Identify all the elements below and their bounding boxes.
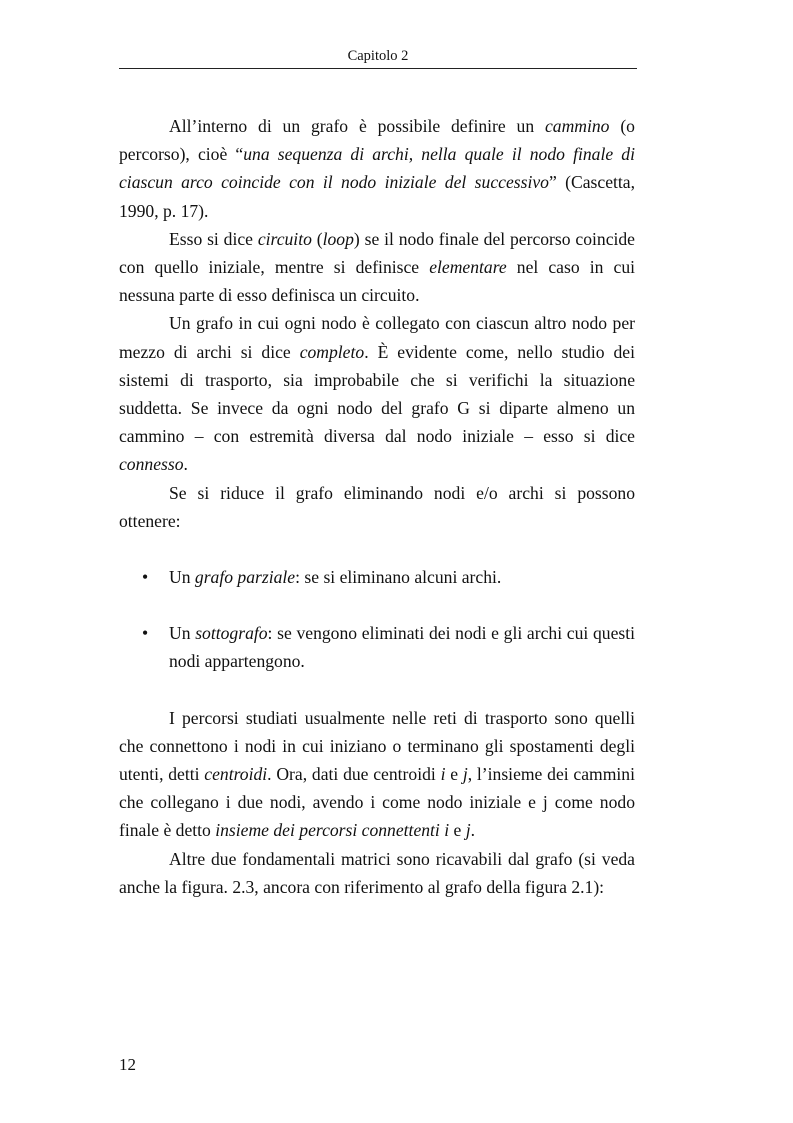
paragraph-completo xyxy=(119,309,635,478)
header-rule xyxy=(119,68,637,69)
text-run: . xyxy=(470,820,476,841)
term-grafo-parziale: grafo parziale xyxy=(194,567,296,588)
paragraph-matrici: Altre due fondamentali matrici sono ricavabili dal grafo (si veda anche la figura. 2.3, ancora con riferimento al grafo della figura 2.1): xyxy=(119,848,635,897)
text-run: Un xyxy=(169,623,196,644)
text-run: Un xyxy=(169,567,195,588)
term-circuito: circuito xyxy=(257,228,312,249)
spacer xyxy=(119,676,635,704)
text-run: ) se il nodo finale del percorso coincide con quello iniziale, mentre si definisce xyxy=(119,228,635,278)
term-connesso: connesso xyxy=(119,454,184,475)
term-completo: completo xyxy=(299,341,365,362)
text-run: . xyxy=(183,454,188,475)
text-run: e xyxy=(449,820,466,841)
page-body xyxy=(119,112,635,901)
bullet-list xyxy=(119,563,635,676)
term-cammino: cammino xyxy=(544,116,610,136)
bullet-icon: • xyxy=(142,567,149,588)
term-elementare: elementare xyxy=(429,257,507,278)
term-sottografo: sottografo xyxy=(195,623,268,644)
text-run: nel caso in cui nessuna parte di esso definisca un circuito. xyxy=(119,257,636,306)
text-run: All’interno di un grafo è possibile definire un xyxy=(169,116,545,136)
term-loop: loop xyxy=(322,228,354,249)
list-item xyxy=(119,619,635,675)
paragraph-cammino xyxy=(119,112,635,225)
page-number: 12 xyxy=(119,1055,136,1074)
running-header: Capitolo 2 xyxy=(347,48,409,64)
term-centroidi: centroidi xyxy=(204,764,268,785)
spacer xyxy=(119,535,635,563)
text-run: (o percorso), cioè “ xyxy=(119,116,635,165)
text-run: , l’insieme dei cammini che collegano i due nodi, avendo i come nodo iniziale e j come nodo finale è detto xyxy=(119,764,635,841)
var-i: i xyxy=(440,764,446,785)
text-run: . Ora, dati due centroidi xyxy=(267,764,441,785)
text-run: : se si eliminano alcuni archi. xyxy=(295,567,502,588)
bullet-icon: • xyxy=(142,623,149,644)
term-insieme-percorsi: insieme dei percorsi connettenti i xyxy=(215,820,450,841)
paragraph-centroidi xyxy=(119,704,635,845)
text-run: ( xyxy=(311,228,323,249)
quote-definition: una sequenza di archi, nella quale il nodo finale di ciascun arco coincide con il nodo iniziale del successivo xyxy=(119,144,635,193)
paragraph-riduzione: Se si riduce il grafo eliminando nodi e/o archi si possono ottenere: xyxy=(119,482,635,531)
text-run: I percorsi studiati usualmente nelle reti di trasporto sono quelli che connettono i nodi in cui iniziano o terminano gli spostamenti degli utenti, detti xyxy=(119,707,635,785)
var-j: j xyxy=(465,820,471,841)
citation: ” (Cascetta, 1990, p. 17). xyxy=(119,172,635,221)
spacer xyxy=(119,591,635,619)
text-run: e xyxy=(445,764,463,785)
text-run: Esso si dice xyxy=(169,228,258,249)
list-item xyxy=(119,563,635,591)
text-run: . È evidente come, nello studio dei sistemi di trasporto, sia improbabile che si verifichi la situazione suddetta. Se invece da ogni nodo del grafo G si diparte almeno un cammino – con estremità diversa dal nodo iniziale – esso si dice xyxy=(119,341,635,447)
paragraph-circuito xyxy=(119,225,635,310)
text-run: : se vengono eliminati dei nodi e gli archi cui questi nodi appartengono. xyxy=(169,623,635,672)
text-run: Un grafo in cui ogni nodo è collegato con ciascun altro nodo per mezzo di archi si dice xyxy=(119,313,635,362)
var-j: j xyxy=(462,764,468,785)
